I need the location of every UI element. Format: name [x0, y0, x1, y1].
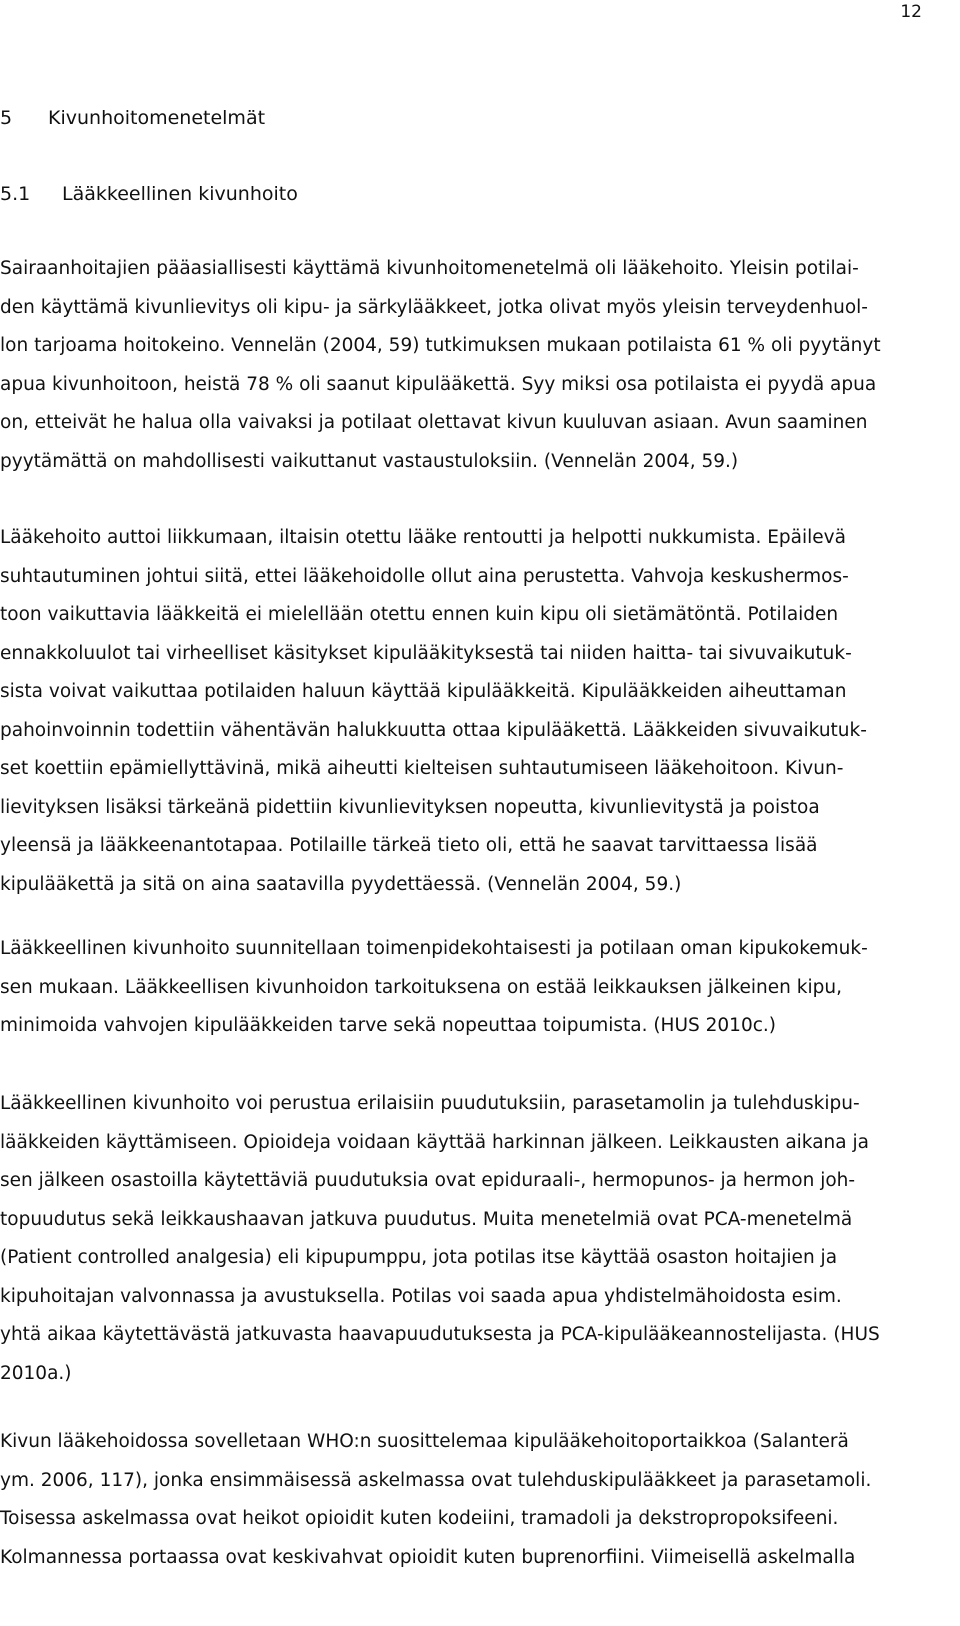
text-line: sista voivat vaikuttaa potilaiden haluun käyttää kipulääkkeitä. Kipulääkkeiden aiheuttaman	[0, 681, 847, 702]
text-line: apua kivunhoitoon, heistä 78 % oli saanut kipulääkettä. Syy miksi osa potilaista ei pyydä apua	[0, 373, 877, 395]
text-line: on, etteivät he halua olla vaivaksi ja potilaat olettavat kivun kuuluvan asiaan. Avun saaminen	[0, 412, 868, 433]
subsection-heading	[0, 180, 298, 208]
text-line: minimoida vahvojen kipulääkkeiden tarve sekä nopeuttaa toipumista. (HUS 2010c.)	[0, 1015, 776, 1036]
section-heading	[0, 104, 265, 132]
text-line: pahoinvoinnin todettiin vähentävän halukkuutta ottaa kipulääkettä. Lääkkeiden sivuvaikutuk-	[0, 719, 867, 741]
text-line: yleensä ja lääkkeenantotapaa. Potilaille tärkeä tieto oli, että he saavat tarvittaessa lisää	[0, 835, 818, 856]
text-line: Lääkkeellinen kivunhoito suunnitellaan toimenpidekohtaisesti ja potilaan oman kipukokemuk-	[0, 938, 868, 959]
subsection-title: Lääkkeellinen kivunhoito	[62, 183, 298, 205]
text-line: lon tarjoama hoitokeino. Vennelän (2004, 59) tutkimuksen mukaan potilaista 61 % oli pyytänyt	[0, 335, 881, 356]
paragraph	[0, 930, 960, 1046]
text-line: lääkkeiden käyttämiseen. Opioideja voidaan käyttää harkinnan jälkeen. Leikkausten aikana ja	[0, 1131, 869, 1153]
text-line: Kolmannessa portaassa ovat keskivahvat opioidit kuten buprenorfiini. Viimeisellä askelmalla	[0, 1546, 856, 1568]
section-number: 5	[0, 107, 13, 129]
text-line: Toisessa askelmassa ovat heikot opioidit kuten kodeiini, tramadoli ja dekstropropoksifeeni.	[0, 1508, 839, 1529]
text-line: Sairaanhoitajien pääasiallisesti käyttämä kivunhoitomenetelmä oli lääkehoito. Yleisin potilai-	[0, 258, 859, 279]
text-line: pyytämättä on mahdollisesti vaikuttanut vastaustuloksiin. (Vennelän 2004, 59.)	[0, 450, 739, 472]
text-line: kipulääkettä ja sitä on aina saatavilla pyydettäessä. (Vennelän 2004, 59.)	[0, 873, 682, 895]
paragraph	[0, 250, 960, 481]
text-line: (Patient controlled analgesia) eli kipupumppu, jota potilas itse käyttää osaston hoitajien ja	[0, 1247, 838, 1268]
paragraph	[0, 1423, 960, 1577]
text-line: Lääkkeellinen kivunhoito voi perustua erilaisiin puudutuksiin, parasetamolin ja tulehduskipu-	[0, 1093, 860, 1114]
text-line: sen mukaan. Lääkkeellisen kivunhoidon tarkoituksena on estää leikkauksen jälkeinen kipu,	[0, 976, 842, 998]
text-line: ym. 2006, 117), jonka ensimmäisessä askelmassa ovat tulehduskipulääkkeet ja parasetamoli.	[0, 1469, 872, 1491]
subsection-number: 5.1	[0, 183, 31, 205]
page-number: 12	[900, 2, 922, 22]
section-title: Kivunhoitomenetelmät	[48, 107, 266, 129]
text-line: set koettiin epämiellyttävinä, mikä aiheutti kielteisen suhtautumiseen lääkehoitoon. Kivun-	[0, 758, 844, 779]
paragraph	[0, 519, 960, 904]
text-line: lievityksen lisäksi tärkeänä pidettiin kivunlievityksen nopeutta, kivunlievitystä ja poistoa	[0, 796, 820, 818]
paragraph	[0, 1085, 960, 1393]
text-line: toon vaikuttavia lääkkeitä ei mielellään otettu ennen kuin kipu oli sietämätöntä. Potilaiden	[0, 604, 839, 625]
text-line: den käyttämä kivunlievitys oli kipu- ja särkylääkkeet, jotka olivat myös yleisin terveydenhuol-	[0, 296, 868, 318]
text-line: Kivun lääkehoidossa sovelletaan WHO:n suosittelemaa kipulääkehoitoportaikkoa (Salanterä	[0, 1431, 849, 1452]
text-line: Lääkehoito auttoi liikkumaan, iltaisin otettu lääke rentoutti ja helpotti nukkumista. Epäilevä	[0, 527, 846, 548]
text-line: topuudutus sekä leikkaushaavan jatkuva puudutus. Muita menetelmiä ovat PCA-menetelmä	[0, 1208, 853, 1230]
text-line: yhtä aikaa käytettävästä jatkuvasta haavapuudutuksesta ja PCA-kipulääkeannostelijasta. (HUS	[0, 1324, 880, 1345]
text-line: 2010a.)	[0, 1362, 72, 1384]
text-line: kipuhoitajan valvonnassa ja avustuksella. Potilas voi saada apua yhdistelmähoidosta esim.	[0, 1285, 842, 1307]
text-line: suhtautuminen johtui siitä, ettei lääkehoidolle ollut aina perustetta. Vahvoja keskushermos-	[0, 565, 849, 587]
text-line: ennakkoluulot tai virheelliset käsitykset kipulääkityksestä tai niiden haitta- tai sivuvaikutuk-	[0, 642, 852, 664]
text-line: sen jälkeen osastoilla käytettäviä puudutuksia ovat epiduraali-, hermopunos- ja hermon joh-	[0, 1170, 856, 1191]
